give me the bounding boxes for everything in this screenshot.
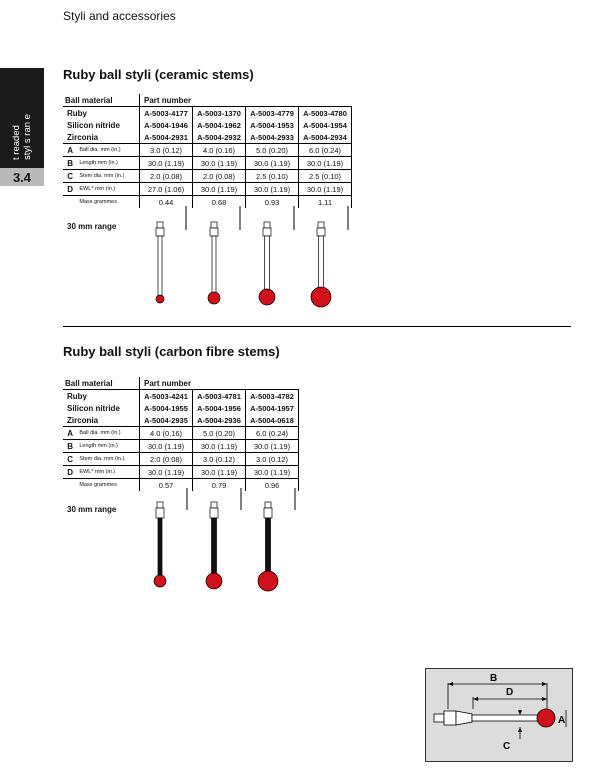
dim-key-a: A — [63, 427, 77, 440]
dim-param: Ball dia. mm (in.) — [77, 427, 139, 440]
section1-title: Ruby ball styli (ceramic stems) — [63, 67, 254, 82]
section-divider — [63, 326, 571, 327]
material-silicon-nitride: Silicon nitride — [63, 119, 140, 131]
dim-value: 2.5 (0.10) — [299, 170, 352, 183]
chapter-number: 3.4 — [0, 168, 44, 186]
mass-value: 0.79 — [193, 479, 246, 492]
mass-value: 0.68 — [193, 196, 246, 209]
part-number-cell: A-5003-4241 — [140, 390, 193, 403]
mass-value: 0.96 — [246, 479, 299, 492]
stylus-dimension-drawing — [426, 669, 572, 761]
dim-value: 30.0 (1.19) — [299, 183, 352, 196]
section2-stylus-drawings — [0, 480, 600, 600]
dim-value: 30.0 (1.19) — [193, 183, 246, 196]
dim-key-b: B — [63, 157, 77, 170]
dim-param: EWL* mm (in.) — [77, 183, 139, 196]
part-number-cell: A-5004-1957 — [246, 402, 299, 414]
part-number-cell: A-5004-2936 — [193, 414, 246, 427]
dim-value: 30.0 (1.19) — [140, 466, 193, 479]
dim-value: 30.0 (1.19) — [140, 440, 193, 453]
dim-value: 5.0 (0.20) — [246, 144, 299, 157]
chapter-tab-line1: t readed — [11, 125, 22, 160]
part-number-cell: A-5003-4781 — [193, 390, 246, 403]
part-number-cell: A-5003-4780 — [299, 107, 352, 120]
part-number-header: Part number — [140, 94, 352, 107]
dim-value: 2.0 (0.08) — [140, 170, 193, 183]
part-number-cell: A-5004-1955 — [140, 402, 193, 414]
part-number-cell: A-5004-1954 — [299, 119, 352, 131]
dim-value: 30.0 (1.19) — [246, 466, 299, 479]
part-number-cell: A-5004-1956 — [193, 402, 246, 414]
stylus-image — [259, 222, 275, 305]
dim-value: 3.0 (0.12) — [246, 453, 299, 466]
part-number-cell: A-5004-2935 — [140, 414, 193, 427]
part-number-header: Part number — [140, 377, 299, 390]
material-zirconia: Zirconia — [63, 414, 140, 427]
stylus-image — [154, 502, 166, 587]
material-silicon-nitride: Silicon nitride — [63, 402, 140, 414]
dim-value: 30.0 (1.19) — [299, 157, 352, 170]
part-number-cell: A-5004-2934 — [299, 131, 352, 144]
ball-material-header: Ball material — [63, 94, 140, 107]
material-zirconia: Zirconia — [63, 131, 140, 144]
dim-value: 3.0 (0.12) — [193, 453, 246, 466]
dim-param: Ball dia. mm (in.) — [77, 144, 139, 157]
dim-key-c: C — [63, 453, 77, 466]
section2-title: Ruby ball styli (carbon fibre stems) — [63, 344, 280, 359]
part-number-cell: A-5004-2931 — [140, 131, 193, 144]
dim-param: EWL* mm (in.) — [77, 466, 139, 479]
dim-label-c: C — [503, 741, 511, 752]
stylus-image — [206, 502, 222, 589]
dim-label-d: D — [506, 687, 514, 698]
stylus-image — [208, 222, 220, 304]
dim-value: 4.0 (0.16) — [193, 144, 246, 157]
dim-value: 2.0 (0.08) — [193, 170, 246, 183]
part-number-cell: A-5004-2932 — [193, 131, 246, 144]
dim-value: 6.0 (0.24) — [246, 427, 299, 440]
mass-value: 1.11 — [299, 196, 352, 209]
material-ruby: Ruby — [63, 107, 140, 120]
stylus-image — [311, 222, 331, 307]
part-number-cell: A-5003-4177 — [140, 107, 193, 120]
dim-label-b: B — [490, 673, 498, 684]
ball-material-header: Ball material — [63, 377, 140, 390]
dim-key-b: B — [63, 440, 77, 453]
section1-stylus-drawings — [0, 0, 600, 340]
dim-key-c: C — [63, 170, 77, 183]
mass-param: Mass grammes — [77, 196, 139, 209]
dim-param: Stem dia. mm (in.) — [77, 453, 139, 466]
dim-value: 30.0 (1.19) — [193, 466, 246, 479]
stylus-image — [258, 502, 278, 591]
dim-key-d: D — [63, 183, 77, 196]
dim-value: 6.0 (0.24) — [299, 144, 352, 157]
dim-value: 30.0 (1.19) — [246, 183, 299, 196]
dim-value: 3.0 (0.12) — [140, 144, 193, 157]
page-header-title: Styli and accessories — [63, 9, 176, 23]
section2-range-label: 30 mm range — [67, 505, 117, 514]
dim-value: 30.0 (1.19) — [246, 440, 299, 453]
mass-value: 0.57 — [140, 479, 193, 492]
material-ruby: Ruby — [63, 390, 140, 403]
stylus-image — [156, 222, 164, 303]
dim-value: 30.0 (1.19) — [193, 157, 246, 170]
dim-value: 30.0 (1.19) — [246, 157, 299, 170]
part-number-cell: A-5004-2933 — [246, 131, 299, 144]
mass-value: 0.93 — [246, 196, 299, 209]
dim-label-a: A — [558, 715, 566, 726]
dim-value: 30.0 (1.19) — [193, 440, 246, 453]
part-number-cell: A-5003-4782 — [246, 390, 299, 403]
part-number-cell: A-5004-0618 — [246, 414, 299, 427]
dimension-diagram — [425, 668, 573, 762]
section2-spec-table — [63, 377, 299, 491]
mass-param: Mass grammes — [77, 479, 139, 492]
part-number-cell: A-5003-1370 — [193, 107, 246, 120]
dim-param: Length mm (in.) — [77, 440, 139, 453]
part-number-cell: A-5004-1946 — [140, 119, 193, 131]
dim-key-d: D — [63, 466, 77, 479]
dim-param: Stem dia. mm (in.) — [77, 170, 139, 183]
dim-value: 30.0 (1.19) — [140, 157, 193, 170]
chapter-tab-line2: styl s ran e — [22, 114, 33, 160]
dim-value: 2.0 (0.08) — [140, 453, 193, 466]
part-number-cell: A-5004-1953 — [246, 119, 299, 131]
dim-param: Length mm (in.) — [77, 157, 139, 170]
dim-key-a: A — [63, 144, 77, 157]
part-number-cell: A-5003-4779 — [246, 107, 299, 120]
dim-value: 2.5 (0.10) — [246, 170, 299, 183]
dim-value: 27.0 (1.06) — [140, 183, 193, 196]
section1-range-label: 30 mm range — [67, 222, 117, 231]
dim-value: 5.0 (0.20) — [193, 427, 246, 440]
dim-value: 4.0 (0.16) — [140, 427, 193, 440]
part-number-cell: A-5004-1962 — [193, 119, 246, 131]
mass-value: 0.44 — [140, 196, 193, 209]
